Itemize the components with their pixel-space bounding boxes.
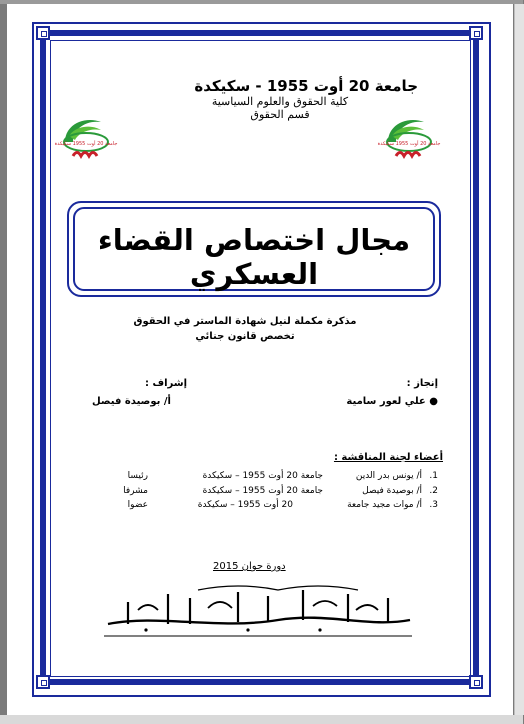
- jury-row: [72, 500, 438, 512]
- university-name: جامعة 20 أوت 1955 - سكيكدة: [194, 77, 418, 95]
- jury-role: عضوا: [127, 500, 148, 510]
- jury-number: 1.: [429, 471, 438, 481]
- thesis-title: مجال اختصاص القضاء العسكري: [97, 223, 411, 291]
- session-date: دورة جوان 2015: [213, 561, 286, 572]
- preparation-label: إنجاز :: [406, 378, 438, 389]
- jury-role: مشرفا: [123, 486, 148, 496]
- department-name: قسم الحقوق: [250, 108, 310, 121]
- svg-text:جامعة 20 أوت 1955 سكيكدة: جامعة 20 أوت 1955 سكيكدة: [54, 141, 118, 147]
- jury-member-name: أ/ بوصيدة فيصل: [362, 486, 422, 496]
- student-name: [346, 396, 438, 407]
- supervisor-name: أ/ بوصيدة فيصل: [92, 396, 171, 407]
- faculty-header: [150, 95, 410, 121]
- jury-row: [72, 486, 438, 498]
- faculty-name: كلية الحقوق والعلوم السياسية: [211, 95, 349, 108]
- student-name-text: علي لعور سامية: [346, 396, 426, 407]
- jury-number: 3.: [429, 500, 438, 510]
- jury-member-name: أ/ يونس بدر الدين: [355, 471, 422, 481]
- border-corner-ornament: [469, 675, 483, 689]
- border-corner-ornament: [36, 675, 50, 689]
- bullet-icon: ●: [425, 396, 438, 407]
- jury-affiliation: 20 أوت 1955 – سكيكدة: [197, 500, 293, 510]
- jury-number: 2.: [429, 486, 438, 496]
- basmala-calligraphy: [98, 580, 418, 642]
- horizontal-scrollbar[interactable]: [0, 715, 523, 724]
- jury-affiliation: جامعة 20 أوت 1955 – سكيكدة: [202, 471, 323, 481]
- svg-text:جامعة 20 أوت 1955 سكيكدة: جامعة 20 أوت 1955 سكيكدة: [377, 141, 441, 147]
- specialization: تخصص قانون جنائي: [195, 331, 295, 342]
- supervision-label: إشراف :: [145, 378, 188, 389]
- jury-row: [72, 471, 438, 483]
- border-corner-ornament: [469, 26, 483, 40]
- university-logo-right: [377, 112, 441, 170]
- university-logo-left: [54, 112, 118, 170]
- title-frame: [67, 201, 441, 297]
- jury-member-name: أ/ موات مجيد جامعة: [347, 500, 422, 510]
- jury-label: أعضاء لجنة المناقشة :: [333, 452, 443, 463]
- jury-role: رئيسا: [127, 471, 148, 481]
- memo-description: مذكرة مكملة لنيل شهادة الماستر في الحقوق: [133, 316, 357, 327]
- jury-affiliation: جامعة 20 أوت 1955 – سكيكدة: [202, 486, 323, 496]
- vertical-scrollbar[interactable]: [514, 4, 524, 715]
- border-corner-ornament: [36, 26, 50, 40]
